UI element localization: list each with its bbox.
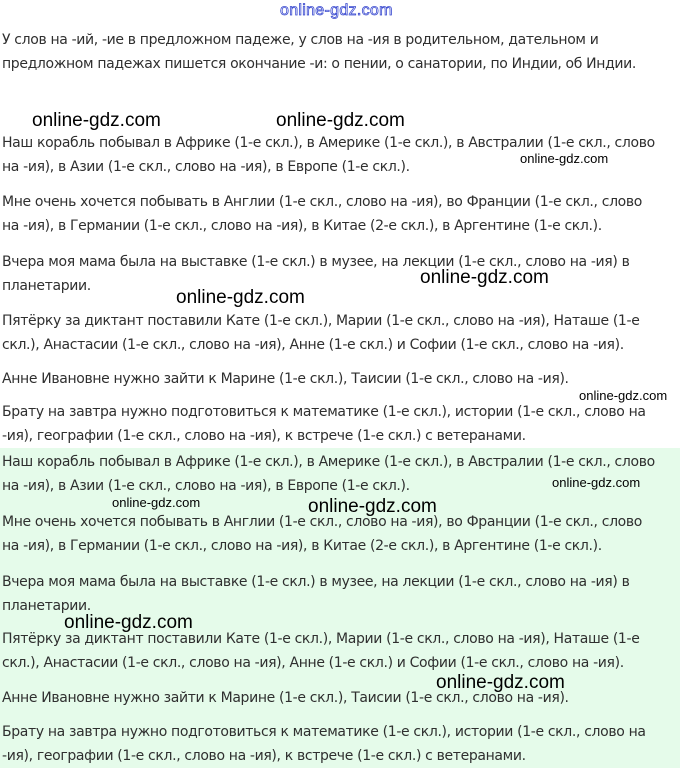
watermark: online-gdz.com	[520, 151, 609, 166]
sentence-line: Анне Ивановне нужно зайти к Марине (1-е скл.), Таисии (1-е скл., слово на -ия).	[2, 690, 569, 706]
sentence-line: Мне очень хочется побывать в Англии (1-е скл., слово на -ия), во Франции (1-е скл., слово	[2, 194, 642, 210]
watermark: online-gdz.com	[308, 496, 437, 517]
rule-line: предложном падежах пишется окончание -и: о пении, о санатории, по Индии, об Индии.	[2, 56, 637, 72]
watermark: online-gdz.com	[579, 388, 668, 403]
task-sentence	[2, 309, 678, 357]
sentence-line: Брату на завтра нужно подготовиться к математике (1-е скл.), истории (1-е скл., слово на	[2, 724, 646, 740]
sentence-line: Вчера моя мама была на выставке (1-е скл.) в музее, на лекции (1-е скл., слово на -ия) в	[2, 574, 630, 590]
watermark: online-gdz.com	[420, 267, 549, 288]
sentence-line: Брату на завтра нужно подготовиться к математике (1-е скл.), истории (1-е скл., слово на	[2, 404, 646, 420]
sentence-line: Вчера моя мама была на выставке (1-е скл.) в музее, на лекции (1-е скл., слово на -ия) в	[2, 254, 630, 270]
sentence-line: -ия), географии (1-е скл., слово на -ия), к встрече (1-е скл.) с ветеранами.	[2, 748, 526, 764]
task-sentence	[2, 367, 678, 391]
sentence-line: планетарии.	[2, 598, 91, 614]
sentence-line: Пятёрку за диктант поставили Кате (1-е скл.), Марии (1-е скл., слово на -ия), Наташе (1-е	[2, 631, 640, 647]
watermark: online-gdz.com	[112, 495, 201, 510]
watermark: online-gdz.com	[552, 475, 641, 490]
sentence-line: скл.), Анастасии (1-е скл., слово на -ия), Анне (1-е скл.) и Софии (1-е скл., слово на -ия).	[2, 655, 624, 671]
answer-sentence	[2, 720, 678, 768]
watermark: online-gdz.com	[436, 672, 565, 693]
rule-line: У слов на -ий, -ие в предложном падеже, у слов на -ия в родительном, дательном и	[2, 32, 599, 48]
sentence-line: на -ия), в Германии (1-е скл., слово на -ия), в Китае (2-е скл.), в Аргентине (1-е скл.).	[2, 538, 602, 554]
watermark: online-gdz.com	[64, 612, 193, 633]
sentence-line: Мне очень хочется побывать в Англии (1-е скл., слово на -ия), во Франции (1-е скл., слово	[2, 514, 642, 530]
answer-sentence	[2, 686, 678, 710]
rule-paragraph	[2, 28, 678, 76]
watermark: online-gdz.com	[176, 287, 305, 308]
answer-sentence	[2, 450, 678, 498]
watermark-top: online-gdz.com	[280, 2, 393, 19]
sentence-line: Наш корабль побывал в Африке (1-е скл.), в Америке (1-е скл.), в Австралии (1-е скл., слово	[2, 135, 655, 151]
sentence-line: Наш корабль побывал в Африке (1-е скл.), в Америке (1-е скл.), в Австралии (1-е скл., слово	[2, 454, 655, 470]
task-sentence	[2, 190, 678, 238]
watermark: online-gdz.com	[32, 110, 161, 131]
answer-sentence	[2, 570, 678, 618]
answer-sentence	[2, 627, 678, 675]
sentence-line: на -ия), в Германии (1-е скл., слово на -ия), в Китае (2-е скл.), в Аргентине (1-е скл.).	[2, 218, 602, 234]
task-sentence	[2, 250, 678, 298]
sentence-line: планетарии.	[2, 278, 91, 294]
sentence-line: Пятёрку за диктант поставили Кате (1-е скл.), Марии (1-е скл., слово на -ия), Наташе (1-е	[2, 313, 640, 329]
sentence-line: на -ия), в Азии (1-е скл., слово на -ия), в Европе (1-е скл.).	[2, 159, 410, 175]
sentence-line: на -ия), в Азии (1-е скл., слово на -ия), в Европе (1-е скл.).	[2, 478, 410, 494]
task-sentence	[2, 400, 678, 448]
sentence-line: скл.), Анастасии (1-е скл., слово на -ия), Анне (1-е скл.) и Софии (1-е скл., слово на -ия).	[2, 337, 624, 353]
sentence-line: Анне Ивановне нужно зайти к Марине (1-е скл.), Таисии (1-е скл., слово на -ия).	[2, 371, 569, 387]
sentence-line: -ия), географии (1-е скл., слово на -ия), к встрече (1-е скл.) с ветеранами.	[2, 428, 526, 444]
watermark: online-gdz.com	[276, 110, 405, 131]
